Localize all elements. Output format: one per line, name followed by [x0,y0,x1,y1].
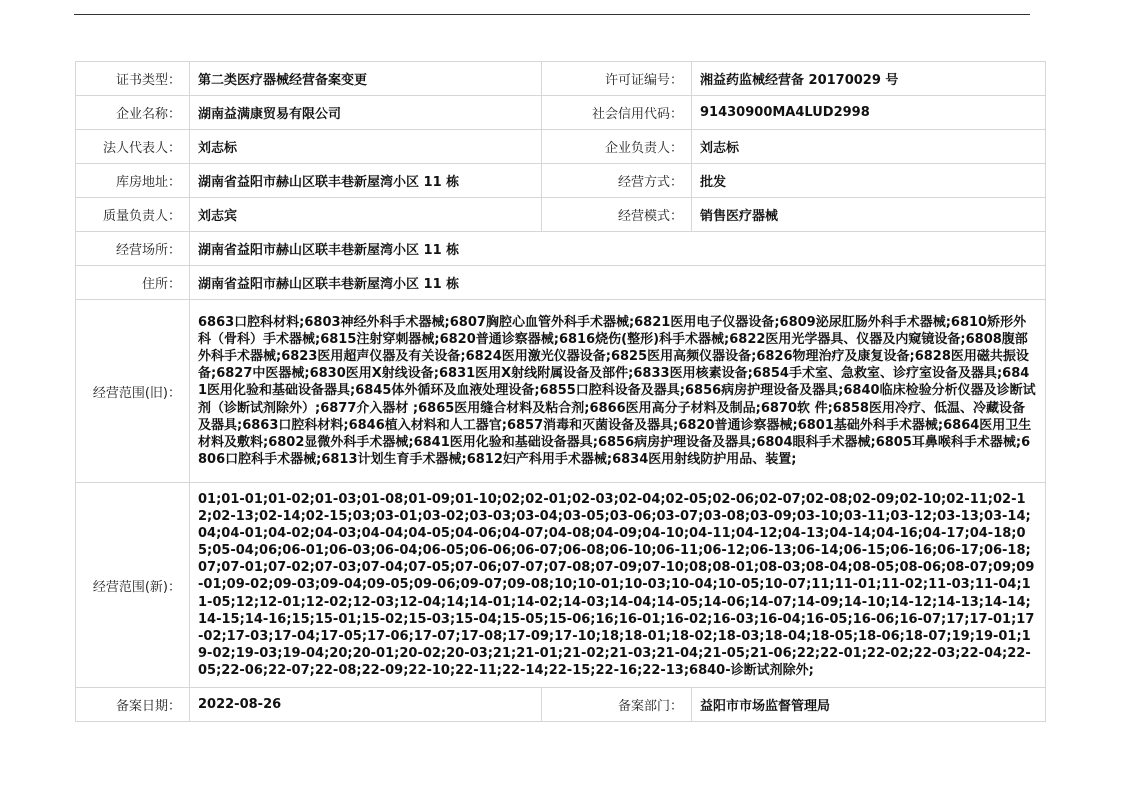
row-company [76,96,1046,130]
row-residence [76,266,1046,300]
row-quality [76,198,1046,232]
residence-value: 湖南省益阳市赫山区联丰巷新屋湾小区 11 栋 [190,266,1046,300]
cert-type-label: 证书类型： [76,62,190,96]
filing-dept-label: 备案部门： [542,688,692,722]
residence-label: 住所： [76,266,190,300]
legal-rep-label: 法人代表人： [76,130,190,164]
row-cert-type [76,62,1046,96]
credit-code-value: 91430900MA4LUD2998 [692,96,1046,130]
scope-new-label: 经营范围(新)： [76,483,190,688]
business-model-label: 经营模式： [542,198,692,232]
license-no-value: 湘益药监械经营备 20170029 号 [692,62,1046,96]
filing-record-table [75,61,1046,722]
credit-code-label: 社会信用代码： [542,96,692,130]
premises-label: 经营场所： [76,232,190,266]
filing-dept-value: 益阳市市场监督管理局 [692,688,1046,722]
row-premises [76,232,1046,266]
scope-old-value: 6863口腔科材料;6803神经外科手术器械;6807胸腔心血管外科手术器械;6821医用电子仪器设备;6809泌尿肛肠外科手术器械;6810矫形外科（骨科）手术器械;6815注射穿刺器械;6820普通诊察器械;6816烧伤(整形)科手术器械;6822医用光学器具、仪器及内窥镜设备;6808腹部外科手术器械;6823医用超声仪器及有关设备;6824医用激光仪器设备;6825医用高频仪器设备;6826物理治疗及康复设备;6828医用磁共振设备;6827中医器械;6830医用X射线设备;6831医用X射线附属设备及部件;6833医用核素设备;6854手术室、急救室、诊疗室设备及器具;6841医用化验和基础设备器具;6845体外循环及血液处理设备;6855口腔科设备及器具;6856病房护理设备及器具;6840临床检验分析仪器及诊断试剂（诊断试剂除外）;6877介入器材 ;6865医用缝合材料及粘合剂;6866医用高分子材料及制品;6870软 件;6858医用冷疗、低温、冷藏设备及器具;6863口腔科材料;6846植入材料和人工器官;6857消毒和灭菌设备及器具;6820普通诊察器械;6801基础外科手术器械;6864医用卫生材料及敷料;6802显微外科手术器械;6841医用化验和基础设备器具;6856病房护理设备及器具;6804眼科手术器械;6805耳鼻喉科手术器械;6806口腔科手术器械;6813计划生育手术器械;6812妇产科用手术器械;6834医用射线防护用品、装置; [190,300,1046,483]
row-scope-old [76,300,1046,483]
warehouse-label: 库房地址： [76,164,190,198]
company-name-label: 企业名称： [76,96,190,130]
premises-value: 湖南省益阳市赫山区联丰巷新屋湾小区 11 栋 [190,232,1046,266]
quality-head-value: 刘志宾 [190,198,542,232]
row-filing [76,688,1046,722]
company-head-value: 刘志标 [692,130,1046,164]
company-head-label: 企业负责人： [542,130,692,164]
quality-head-label: 质量负责人： [76,198,190,232]
warehouse-value: 湖南省益阳市赫山区联丰巷新屋湾小区 11 栋 [190,164,542,198]
header-rule [74,14,1030,15]
business-mode-value: 批发 [692,164,1046,198]
scope-new-value: 01;01-01;01-02;01-03;01-08;01-09;01-10;02;02-01;02-03;02-04;02-05;02-06;02-07;02-08;02-09;02-10;02-11;02-12;02-13;02-14;02-15;03;03-01;03-02;03-03;03-04;03-05;03-06;03-07;03-08;03-09;03-10;03-11;03-12;03-13;03-14;04;04-01;04-02;04-03;04-04;04-05;04-06;04-07;04-08;04-09;04-10;04-11;04-12;04-13;04-14;04-16;04-17;04-18;05;05-04;06;06-01;06-03;06-04;06-05;06-06;06-07;06-08;06-10;06-11;06-12;06-13;06-14;06-15;06-16;06-17;06-18;07;07-01;07-02;07-03;07-04;07-05;07-06;07-07;07-08;07-09;07-10;08;08-01;08-03;08-04;08-05;08-06;08-07;09;09-01;09-02;09-03;09-04;09-05;09-06;09-07;09-08;10;10-01;10-03;10-04;10-05;10-07;11;11-01;11-02;11-03;11-04;11-05;12;12-01;12-02;12-03;12-04;14;14-01;14-02;14-03;14-04;14-05;14-06;14-07;14-09;14-10;14-12;14-13;14-14;14-15;14-16;15;15-01;15-02;15-03;15-04;15-05;15-06;16;16-01;16-02;16-03;16-04;16-05;16-06;16-07;17;17-01;17-02;17-03;17-04;17-05;17-06;17-07;17-08;17-09;17-10;18;18-01;18-02;18-03;18-04;18-05;18-06;18-07;19;19-01;19-02;19-03;19-04;20;20-01;20-02;20-03;21;21-01;21-02;21-03;21-04;21-05;21-06;22;22-01;22-02;22-03;22-04;22-05;22-06;22-07;22-08;22-09;22-10;22-11;22-14;22-15;22-16;22-13;6840-诊断试剂除外; [190,483,1046,688]
legal-rep-value: 刘志标 [190,130,542,164]
filing-date-label: 备案日期： [76,688,190,722]
row-warehouse [76,164,1046,198]
scope-old-label: 经营范围(旧)： [76,300,190,483]
filing-date-value: 2022-08-26 [190,688,542,722]
license-no-label: 许可证编号： [542,62,692,96]
row-scope-new [76,483,1046,688]
row-representatives [76,130,1046,164]
business-model-value: 销售医疗器械 [692,198,1046,232]
cert-type-value: 第二类医疗器械经营备案变更 [190,62,542,96]
company-name-value: 湖南益满康贸易有限公司 [190,96,542,130]
business-mode-label: 经营方式： [542,164,692,198]
